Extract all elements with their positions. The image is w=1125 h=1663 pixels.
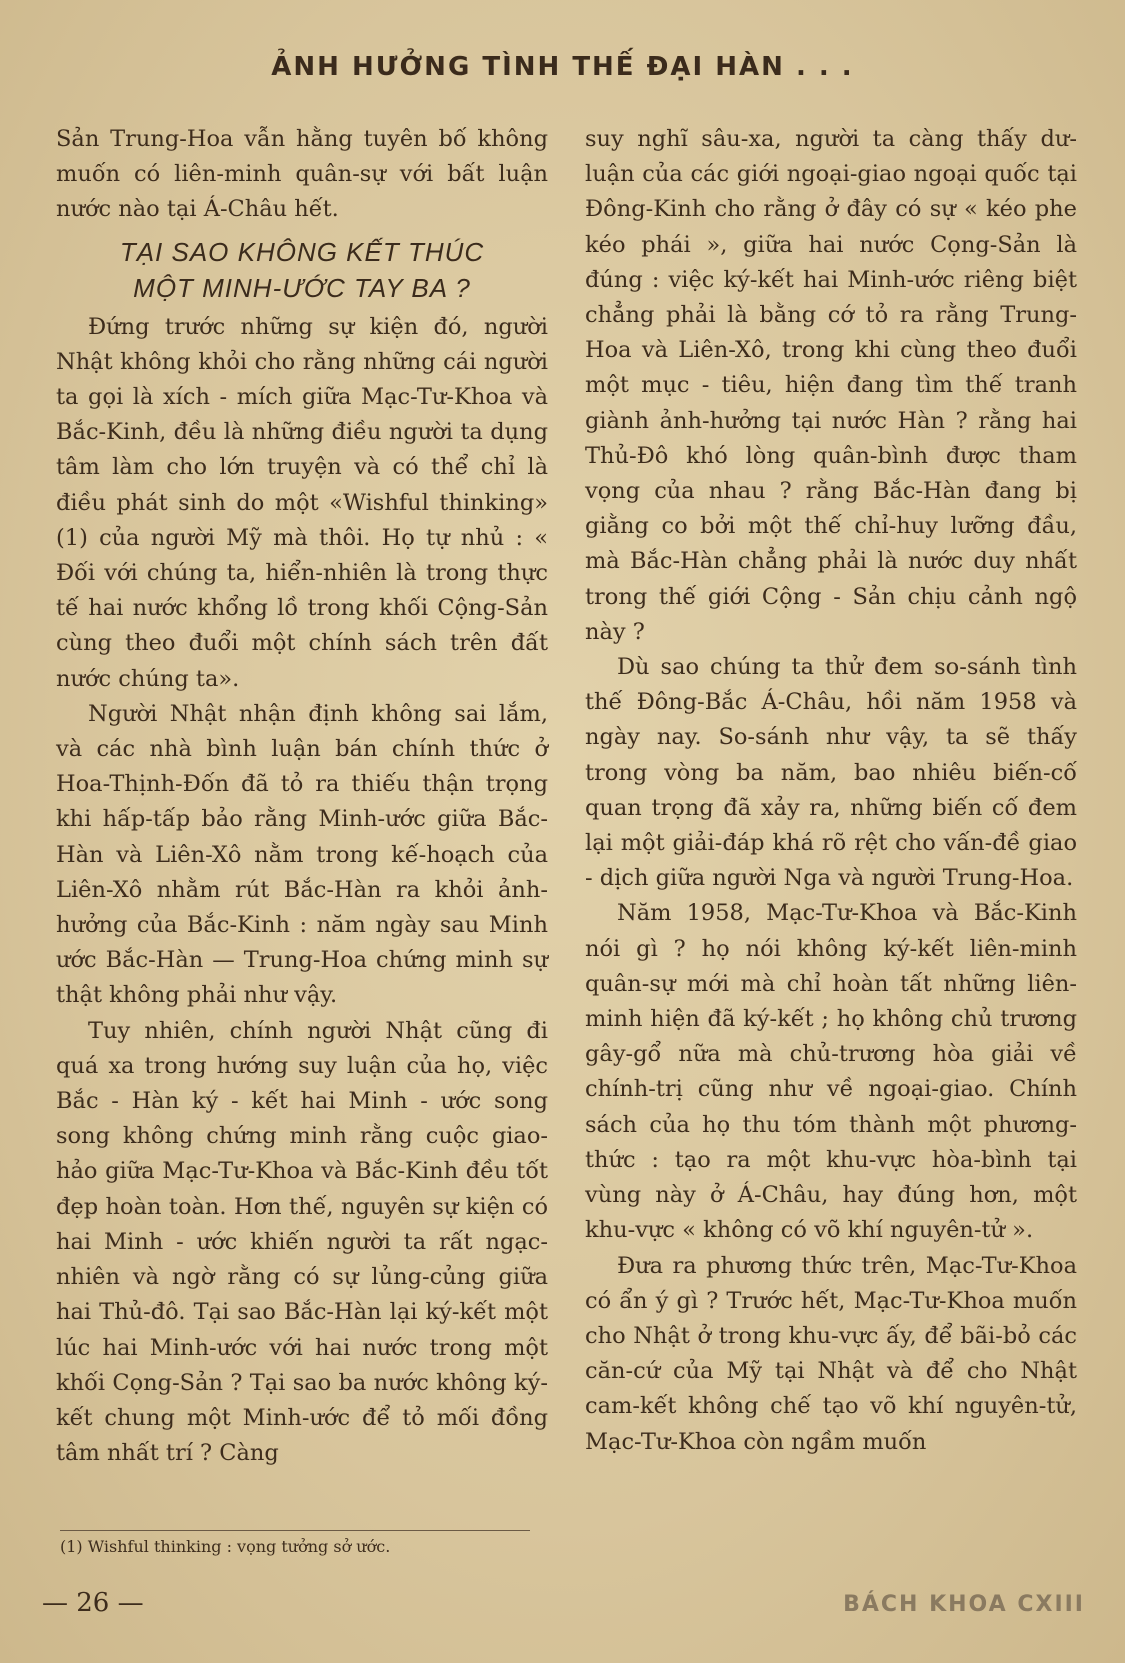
- subheading-line: TẠI SAO KHÔNG KẾT THÚC: [119, 236, 485, 267]
- journal-mark: BÁCH KHOA CXIII: [843, 1592, 1085, 1617]
- paragraph: suy nghĩ sâu-xa, người ta càng thấy dư-luận của các giới ngoại-giao ngoại quốc tại Đông-Kinh cho rằng ở đây có sự « kéo phe kéo phái », giữa hai nước Cọng-Sản là đúng : việc ký-kết hai Minh-ước riêng biệt chẳng phải là bằng cớ tỏ ra rằng Trung-Hoa và Liên-Xô, trong khi cùng theo đuổi một mục - tiêu, hiện đang tìm thế tranh giành ảnh-hưởng tại nước Hàn ? rằng hai Thủ-Đô khó lòng quân-bình được tham vọng của nhau ? rằng Bắc-Hàn đang bị giằng co bởi một thế chỉ-huy lưỡng đầu, mà Bắc-Hàn chẳng phải là nước duy nhất trong thế giới Cộng - Sản chịu cảnh ngộ này ?: [585, 126, 1077, 645]
- paragraph: Đứng trước những sự kiện đó, người Nhật không khỏi cho rằng những cái người ta gọi là xích - mích giữa Mạc-Tư-Khoa và Bắc-Kinh, đều là những điều người ta dụng tâm làm cho lớn truyện và có thể chỉ là điều phát sinh do một «Wishful thinking» (1) của người Mỹ mà thôi. Họ tự nhủ : « Đối với chúng ta, hiển-nhiên là trong thực tế hai nước khổng lồ trong khối Cộng-Sản cùng theo đuổi một chính sách trên đất nước chúng ta».: [56, 313, 548, 692]
- paragraph: Người Nhật nhận định không sai lắm, và các nhà bình luận bán chính thức ở Hoa-Thịnh-Đốn đã tỏ ra thiếu thận trọng khi hấp-tấp bảo rằng Minh-ước giữa Bắc-Hàn và Liên-Xô nằm trong kế-hoạch của Liên-Xô nhằm rút Bắc-Hàn ra khỏi ảnh-hưởng của Bắc-Kinh : năm ngày sau Minh ước Bắc-Hàn — Trung-Hoa chứng minh sự thật không phải như vậy.: [56, 700, 548, 1009]
- page-number: — 26 —: [42, 1588, 144, 1618]
- running-head: ẢNH HƯỞNG TÌNH THẾ ĐẠI HÀN . . .: [271, 52, 854, 82]
- right-column: [585, 122, 1077, 1460]
- paragraph: Dù sao chúng ta thử đem so-sánh tình thế Đông-Bắc Á-Châu, hồi năm 1958 và ngày nay. So-sánh như vậy, ta sẽ thấy trong vòng ba năm, bao nhiêu biến-cố quan trọng đã xảy ra, những biến cố đem lại một giải-đáp khá rõ rệt cho vấn-đề giao - dịch giữa người Nga và người Trung-Hoa.: [585, 654, 1077, 892]
- subheading-line: MỘT MINH-ƯỚC TAY BA ?: [133, 272, 471, 303]
- left-column: [56, 122, 548, 1471]
- paragraph: Sản Trung-Hoa vẫn hằng tuyên bố không muốn có liên-minh quân-sự với bất luận nước nào tại Á-Châu hết.: [56, 126, 548, 223]
- footnote: (1) Wishful thinking : vọng tưởng sở ước.: [60, 1530, 530, 1556]
- paragraph: Năm 1958, Mạc-Tư-Khoa và Bắc-Kinh nói gì ? họ nói không ký-kết liên-minh quân-sự mới mà chỉ hoàn tất những liên-minh hiện đã ký-kết ; họ không chủ trương gây-gổ nữa mà chủ-trương hòa giải về chính-trị cũng như về ngoại-giao. Chính sách của họ thu tóm thành một phương-thức : tạo ra một khu-vực hòa-bình tại vùng này ở Á-Châu, hay đúng hơn, một khu-vực « không có võ khí nguyên-tử ».: [585, 900, 1077, 1244]
- paragraph: Tuy nhiên, chính người Nhật cũng đi quá xa trong hướng suy luận của họ, việc Bắc - Hàn ký - kết hai Minh - ước song song không chứng minh rằng cuộc giao-hảo giữa Mạc-Tư-Khoa và Bắc-Kinh đều tốt đẹp hoàn toàn. Hơn thế, nguyên sự kiện có hai Minh - ước khiến người ta rất ngạc-nhiên và ngờ rằng có sự lủng-củng giữa hai Thủ-đô. Tại sao Bắc-Hàn lại ký-kết một lúc hai Minh-ước với hai nước trong một khối Cọng-Sản ? Tại sao ba nước không ký-kết chung một Minh-ước để tỏ mối đồng tâm nhất trí ? Càng: [56, 1017, 548, 1467]
- paragraph: Đưa ra phương thức trên, Mạc-Tư-Khoa có ẩn ý gì ? Trước hết, Mạc-Tư-Khoa muốn cho Nhật ở trong khu-vực ấy, để bãi-bỏ các căn-cứ của Mỹ tại Nhật và để cho Nhật cam-kết không chế tạo võ khí nguyên-tử, Mạc-Tư-Khoa còn ngầm muốn: [585, 1252, 1077, 1455]
- section-subheading: [56, 234, 548, 306]
